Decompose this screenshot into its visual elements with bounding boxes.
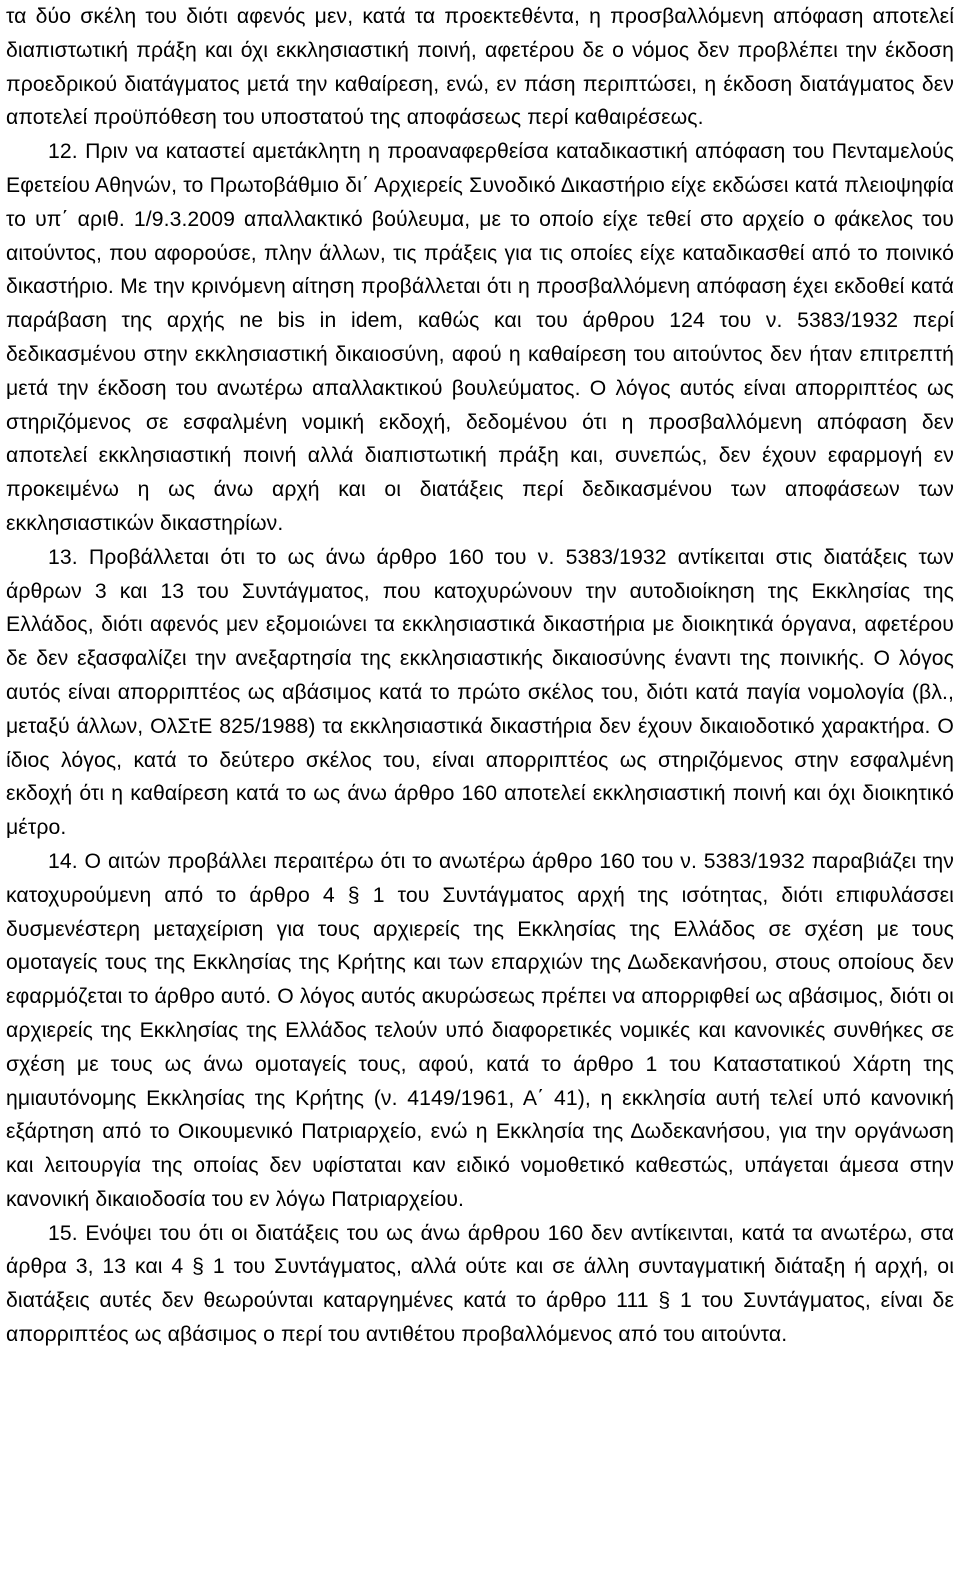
paragraph-14: 14. Ο αιτών προβάλλει περαιτέρω ότι το ανωτέρω άρθρο 160 του ν. 5383/1932 παραβιάζει την κατοχυρούμενη από το άρθρο 4 § 1 του Συντάγματος αρχή της ισότητας, διότι επιφυλάσσει δυσμενέστερη μεταχείριση για τους αρχιερείς της Εκκλησίας της Ελλάδος σε σχέση με τους ομοταγείς τους της Εκκλησίας της Κρήτης και των επαρχιών της Δωδεκανήσου, στους οποίους δεν εφαρμόζεται το άρθρο αυτό. Ο λόγος αυτός ακυρώσεως πρέπει να απορριφθεί ως αβάσιμος, διότι οι αρχιερείς της Εκκλησίας της Ελλάδος τελούν υπό διαφορετικές νομικές και κανονικές συνθήκες σε σχέση με τους ως άνω ομοταγείς τους, αφού, κατά το άρθρο 1 του Καταστατικού Χάρτη της ημιαυτόνομης Εκκλησίας της Κρήτης (ν. 4149/1961, Α΄ 41), η εκκλησία αυτή τελεί υπό κανονική εξάρτηση από το Οικουμενικό Πατριαρχείο, ενώ η Εκκλησία της Δωδεκανήσου, για την οργάνωση και λειτουργία της οποίας δεν υφίσταται καν ειδικό νομοθετικό καθεστώς, υπάγεται άμεσα στην κανονική δικαιοδοσία του εν λόγω Πατριαρχείου. [6, 849, 954, 1211]
paragraph-continuation: τα δύο σκέλη του διότι αφενός μεν, κατά τα προεκτεθέντα, η προσβαλλόμενη απόφαση αποτελεί διαπιστωτική πράξη και όχι εκκλησιαστική ποινή, αφετέρου δε ο νόμος δεν προβλέπει την έκδοση προεδρικού διατάγματος μετά την καθαίρεση, ενώ, εν πάση περιπτώσει, η έκδοση διατάγματος δεν αποτελεί προϋπόθεση του υποστατού της αποφάσεως περί καθαιρέσεως. [6, 5, 954, 130]
paragraph-13: 13. Προβάλλεται ότι το ως άνω άρθρο 160 του ν. 5383/1932 αντίκειται στις διατάξεις των άρθρων 3 και 13 του Συντάγματος, που κατοχυρώνουν την αυτοδιοίκηση της Εκκλησίας της Ελλάδος, διότι αφενός μεν εξομοιώνει τα εκκλησιαστικά δικαστήρια με διοικητικά όργανα, αφετέρου δε δεν εξασφαλίζει την ανεξαρτησία της εκκλησιαστικής δικαιοσύνης έναντι της ποινικής. Ο λόγος αυτός είναι απορριπτέος ως αβάσιμος κατά το πρώτο σκέλος του, διότι κατά παγία νομολογία (βλ., μεταξύ άλλων, ΟλΣτΕ 825/1988) τα εκκλησιαστικά δικαστήρια δεν έχουν δικαιοδοτικό χαρακτήρα. Ο ίδιος λόγος, κατά το δεύτερο σκέλος του, είναι απορριπτέος ως στηριζόμενος στην εσφαλμένη εκδοχή ότι η καθαίρεση κατά το ως άνω άρθρο 160 αποτελεί εκκλησιαστική ποινή και όχι διοικητικό μέτρο. [6, 545, 954, 840]
paragraph-12: 12. Πριν να καταστεί αμετάκλητη η προαναφερθείσα καταδικαστική απόφαση του Πενταμελούς Εφετείου Αθηνών, το Πρωτοβάθμιο δι΄ Αρχιερείς Συνοδικό Δικαστήριο είχε εκδώσει κατά πλειοψηφία το υπ΄ αριθ. 1/9.3.2009 απαλλακτικό βούλευμα, με το οποίο είχε τεθεί στο αρχείο ο φάκελος του αιτούντος, που αφορούσε, πλην άλλων, τις πράξεις για τις οποίες είχε καταδικασθεί από το ποινικό δικαστήριο. Με την κρινόμενη αίτηση προβάλλεται ότι η προσβαλλόμενη απόφαση έχει εκδοθεί κατά παράβαση της αρχής ne bis in idem, καθώς και του άρθρου 124 του ν. 5383/1932 περί δεδικασμένου στην εκκλησιαστική δικαιοσύνη, αφού η καθαίρεση του αιτούντος δεν ήταν επιτρεπτή μετά την έκδοση του ανωτέρω απαλλακτικού βουλεύματος. Ο λόγος αυτός είναι απορριπτέος ως στηριζόμενος σε εσφαλμένη νομική εκδοχή, δεδομένου ότι η προσβαλλόμενη απόφαση δεν αποτελεί εκκλησιαστική ποινή αλλά διαπιστωτική πράξη και, συνεπώς, δεν έχουν εφαρμογή εν προκειμένω η ως άνω αρχή και οι διατάξεις περί δεδικασμένου των αποφάσεων των εκκλησιαστικών δικαστηρίων. [6, 140, 954, 535]
paragraph-15: 15. Ενόψει του ότι οι διατάξεις του ως άνω άρθρου 160 δεν αντίκεινται, κατά τα ανωτέρω, στα άρθρα 3, 13 και 4 § 1 του Συντάγματος, αλλά ούτε και σε άλλη συνταγματική διάταξη ή αρχή, οι διατάξεις αυτές δεν θεωρούνται καταργημένες κατά το άρθρο 111 § 1 του Συντάγματος, είναι δε απορριπτέος ως αβάσιμος ο περί του αντιθέτου προβαλλόμενος από του αιτούντα. [6, 1221, 954, 1347]
